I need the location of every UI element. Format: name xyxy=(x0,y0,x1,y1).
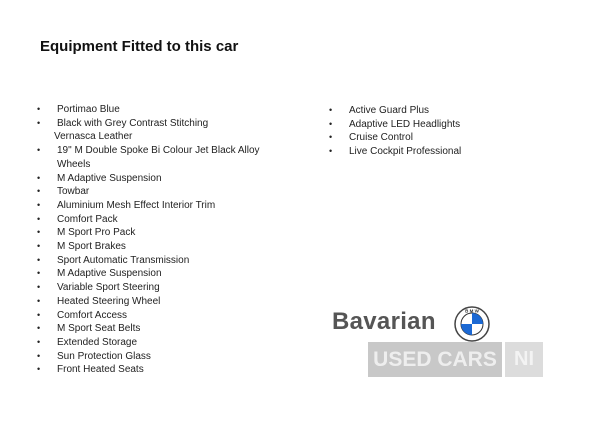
equipment-item-label: 19" M Double Spoke Bi Colour Jet Black Alloy xyxy=(57,145,260,157)
equipment-item-label: M Adaptive Suspension xyxy=(57,268,162,280)
equipment-item-label: Live Cockpit Professional xyxy=(349,146,462,158)
bullet-icon: • xyxy=(37,336,41,347)
equipment-item-label: Comfort Access xyxy=(57,309,128,321)
equipment-item xyxy=(37,281,277,295)
equipment-item-label: Adaptive LED Headlights xyxy=(349,118,461,130)
bullet-icon: • xyxy=(37,227,41,238)
bullet-icon: • xyxy=(37,241,41,252)
equipment-item-label: Towbar xyxy=(57,186,90,198)
bullet-icon: • xyxy=(37,172,41,183)
equipment-item-label: Cruise Control xyxy=(349,132,413,144)
equipment-item xyxy=(37,254,277,268)
bullet-icon: • xyxy=(37,323,41,334)
bullet-icon: • xyxy=(329,118,333,129)
equipment-item-label: Sport Automatic Transmission xyxy=(57,254,190,266)
equipment-item xyxy=(37,336,277,350)
equipment-item xyxy=(37,130,277,144)
equipment-item xyxy=(37,172,277,186)
equipment-item xyxy=(37,295,277,309)
equipment-item-label: Black with Grey Contrast Stitching xyxy=(57,117,209,129)
bullet-icon: • xyxy=(37,282,41,293)
bullet-icon: • xyxy=(37,117,41,128)
equipment-item-label: Wheels xyxy=(57,158,91,170)
equipment-item xyxy=(37,309,277,323)
equipment-item-label: M Sport Pro Pack xyxy=(57,227,136,239)
equipment-item-label: Heated Steering Wheel xyxy=(57,295,161,307)
equipment-item-label: Aluminium Mesh Effect Interior Trim xyxy=(57,199,216,211)
bmw-emblem-letters: B M W xyxy=(465,308,479,314)
equipment-item-label: M Sport Brakes xyxy=(57,241,126,253)
equipment-item xyxy=(37,350,277,364)
bullet-icon: • xyxy=(37,268,41,279)
bmw-emblem-icon xyxy=(454,306,490,342)
page-title: Equipment Fitted to this car xyxy=(40,38,239,55)
bullet-icon: • xyxy=(37,364,41,375)
equipment-item xyxy=(37,158,277,172)
equipment-item-label: M Adaptive Suspension xyxy=(57,172,162,184)
equipment-item xyxy=(37,117,277,131)
logo-used-cars: USED CARS xyxy=(368,342,502,377)
bullet-icon: • xyxy=(329,146,333,157)
bullet-icon: • xyxy=(37,145,41,156)
equipment-item xyxy=(37,185,277,199)
equipment-item-label: Portimao Blue xyxy=(57,104,120,115)
equipment-item xyxy=(37,226,277,240)
equipment-item xyxy=(329,145,529,159)
equipment-item xyxy=(329,104,529,118)
equipment-list-right xyxy=(329,104,529,159)
logo-region: NI xyxy=(505,342,543,377)
logo-name: Bavarian xyxy=(332,308,436,335)
bullet-icon: • xyxy=(37,309,41,320)
equipment-item-label: Variable Sport Steering xyxy=(57,282,160,294)
equipment-item xyxy=(37,144,277,158)
equipment-item xyxy=(37,267,277,281)
equipment-item-label: M Sport Seat Belts xyxy=(57,323,141,335)
bullet-icon: • xyxy=(37,213,41,224)
bullet-icon: • xyxy=(37,350,41,361)
equipment-item-label: Front Heated Seats xyxy=(57,364,144,376)
equipment-item xyxy=(329,131,529,145)
equipment-item-label: Extended Storage xyxy=(57,336,138,348)
bullet-icon: • xyxy=(37,199,41,210)
bullet-icon: • xyxy=(37,186,41,197)
bullet-icon: • xyxy=(37,104,41,114)
equipment-item-label: Comfort Pack xyxy=(57,213,118,225)
equipment-item-label: Vernasca Leather xyxy=(54,131,133,143)
equipment-item xyxy=(37,213,277,227)
bullet-icon: • xyxy=(37,254,41,265)
equipment-item xyxy=(37,103,277,117)
equipment-item xyxy=(37,199,277,213)
equipment-item-label: Sun Protection Glass xyxy=(57,350,151,362)
dealer-logo xyxy=(332,306,544,378)
equipment-item xyxy=(37,240,277,254)
equipment-list-left xyxy=(37,103,277,377)
equipment-item-label: Active Guard Plus xyxy=(349,105,430,116)
bullet-icon: • xyxy=(329,105,333,115)
equipment-item xyxy=(329,118,529,132)
equipment-item xyxy=(37,363,277,377)
equipment-item xyxy=(37,322,277,336)
bullet-icon: • xyxy=(37,295,41,306)
bullet-icon: • xyxy=(329,132,333,143)
